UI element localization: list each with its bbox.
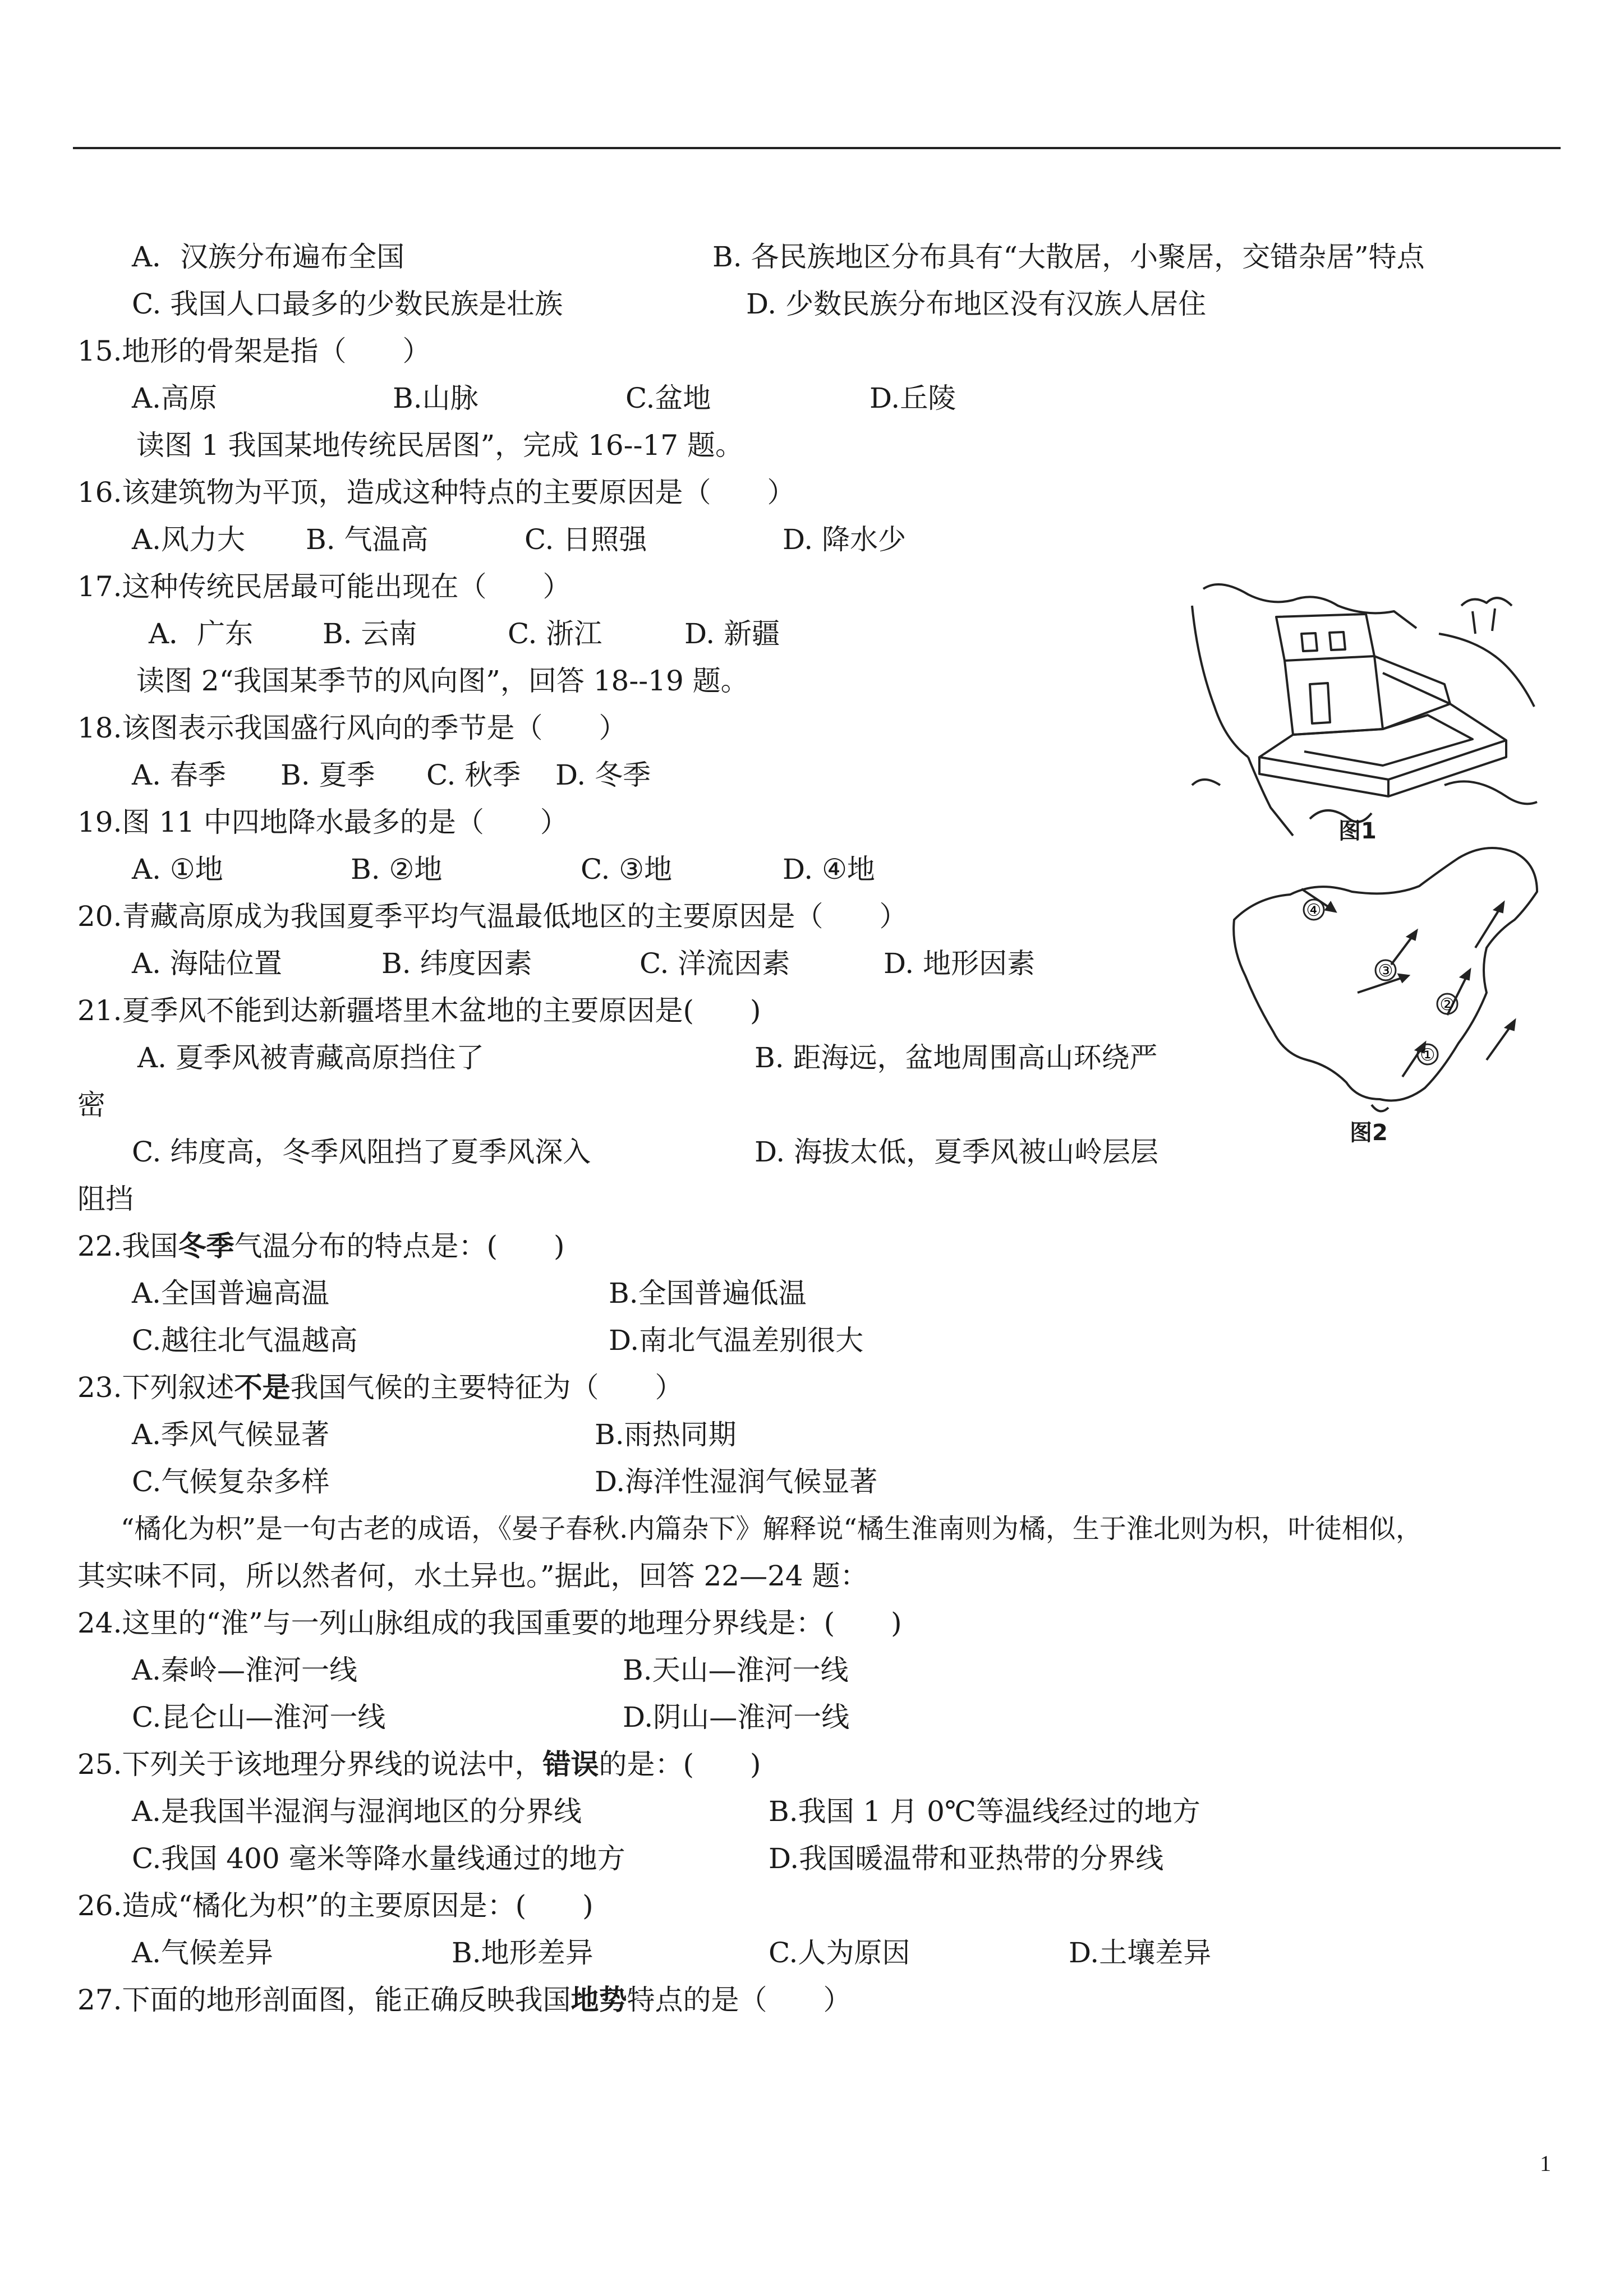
q18-option-d: D. 冬季 <box>555 759 651 791</box>
page-number: 1 <box>1540 2151 1551 2176</box>
q18-option-b: B. 夏季 <box>280 759 375 791</box>
question-22-prefix: 22.我国 <box>77 1230 178 1262</box>
q25-option-c: C.我国 400 毫米等降水量线通过的地方 <box>132 1842 625 1875</box>
q24-option-a: A.秦岭—淮河一线 <box>132 1654 358 1686</box>
q20-option-b: B. 纬度因素 <box>381 947 532 980</box>
question-17: 17.这种传统民居最可能出现在（ ） <box>77 570 571 603</box>
q16-option-d: D. 降水少 <box>783 523 907 556</box>
q25-option-a: A.是我国半湿润与湿润地区的分界线 <box>132 1795 582 1828</box>
question-25-suffix: 的是：( ) <box>599 1748 761 1781</box>
q20-option-d: D. 地形因素 <box>884 947 1036 980</box>
question-23 <box>77 1371 683 1404</box>
q19-option-b: B. ②地 <box>351 853 443 886</box>
q23-option-d: D.海洋性湿润气候显著 <box>595 1465 878 1498</box>
question-20: 20.青藏高原成为我国夏季平均气温最低地区的主要原因是（ ） <box>77 900 908 933</box>
q21-option-b-wrap: 密 <box>77 1089 105 1121</box>
q24-option-d: D.阴山—淮河一线 <box>623 1701 850 1733</box>
q20-option-a: A. 海陆位置 <box>132 947 282 980</box>
question-27 <box>77 1983 852 2017</box>
q15-option-c: C.盆地 <box>625 382 711 414</box>
q15-option-b: B.山脉 <box>393 382 479 414</box>
reading-prompt-fig2: 读图 2“我国某季节的风向图”，回答 18--19 题。 <box>136 665 749 697</box>
question-23-suffix: 我国气候的主要特征为（ ） <box>290 1371 683 1404</box>
question-27-emphasis: 地势 <box>571 1983 627 2016</box>
fig2-mark-2: ② <box>1439 995 1455 1015</box>
figure-1-dwelling-sketch <box>1181 572 1540 852</box>
q16-option-b: B. 气温高 <box>306 523 429 556</box>
q14-option-b: B. 各民族地区分布具有“大散居，小聚居，交错杂居”特点 <box>712 241 1425 273</box>
question-27-suffix: 特点的是（ ） <box>627 1984 852 2016</box>
q19-option-c: C. ③地 <box>581 853 673 886</box>
question-25-emphasis: 错误 <box>542 1748 599 1781</box>
q16-option-c: C. 日照强 <box>525 523 647 556</box>
figure-1-caption: 图1 <box>1338 818 1377 844</box>
passage-line-1: “橘化为枳”是一句古老的成语，《晏子春秋.内篇杂下》解释说“橘生淮南则为橘，生于淮北则为枳，叶徒相似， <box>121 1513 1423 1545</box>
q26-option-d: D.土壤差异 <box>1069 1937 1212 1969</box>
question-27-prefix: 27.下面的地形剖面图，能正确反映我国 <box>77 1984 571 2016</box>
question-24: 24.这里的“淮”与一列山脉组成的我国重要的地理分界线是：( ) <box>77 1607 902 1639</box>
figure-2-wind-map <box>1223 836 1548 1138</box>
figure-2-caption: 图2 <box>1350 1120 1388 1146</box>
q19-option-a: A. ①地 <box>132 853 223 886</box>
q22-option-a: A.全国普遍高温 <box>132 1277 330 1310</box>
question-21: 21.夏季风不能到达新疆塔里木盆地的主要原因是( ) <box>77 994 761 1027</box>
q15-option-d: D.丘陵 <box>869 382 956 414</box>
question-22-emphasis: 冬季 <box>178 1229 234 1262</box>
header-rule <box>73 147 1561 149</box>
q24-option-b: B.天山—淮河一线 <box>623 1654 849 1686</box>
q17-option-a: A．广东 <box>149 617 254 650</box>
q17-option-c: C. 浙江 <box>508 617 602 650</box>
q22-option-d: D.南北气温差别很大 <box>609 1324 864 1357</box>
question-25 <box>77 1748 761 1781</box>
q22-option-b: B.全国普遍低温 <box>609 1277 807 1310</box>
q23-option-c: C.气候复杂多样 <box>132 1465 330 1498</box>
question-23-prefix: 23.下列叙述 <box>77 1371 234 1404</box>
q26-option-b: B.地形差异 <box>452 1937 594 1969</box>
question-23-emphasis: 不是 <box>234 1371 291 1404</box>
question-16: 16.该建筑物为平顶，造成这种特点的主要原因是（ ） <box>77 476 795 509</box>
q22-option-c: C.越往北气温越高 <box>132 1324 358 1357</box>
q21-option-d-wrap: 阻挡 <box>77 1183 134 1215</box>
q14-option-d: D. 少数民族分布地区没有汉族人居住 <box>746 288 1207 320</box>
question-22 <box>77 1229 565 1263</box>
q21-option-d: D. 海拔太低，夏季风被山岭层层 <box>755 1136 1159 1168</box>
question-18: 18.该图表示我国盛行风向的季节是（ ） <box>77 712 627 744</box>
q25-option-d: D.我国暖温带和亚热带的分界线 <box>769 1842 1164 1875</box>
q14-option-c: C. 我国人口最多的少数民族是壮族 <box>132 288 563 320</box>
q21-option-c: C. 纬度高，冬季风阻挡了夏季风深入 <box>132 1136 591 1168</box>
question-15: 15.地形的骨架是指（ ） <box>77 335 431 367</box>
q25-option-b: B.我国 1 月 0℃等温线经过的地方 <box>769 1795 1200 1828</box>
q24-option-c: C.昆仑山—淮河一线 <box>132 1701 386 1733</box>
passage-line-2: 其实味不同，所以然者何，水土异也。”据此，回答 22—24 题： <box>77 1560 868 1592</box>
q23-option-a: A.季风气候显著 <box>132 1418 330 1451</box>
fig2-mark-4: ④ <box>1306 901 1322 920</box>
q17-option-d: D. 新疆 <box>684 617 780 650</box>
q23-option-b: B.雨热同期 <box>595 1418 737 1451</box>
question-19: 19.图 11 中四地降水最多的是（ ） <box>77 806 568 838</box>
q16-option-a: A.风力大 <box>132 523 246 556</box>
q17-option-b: B. 云南 <box>323 617 417 650</box>
question-22-suffix: 气温分布的特点是：( ) <box>234 1230 565 1262</box>
q14-option-a: A．汉族分布遍布全国 <box>132 241 405 273</box>
question-26: 26.造成“橘化为枳”的主要原因是：( ) <box>77 1889 594 1922</box>
q18-option-a: A. 春季 <box>132 759 226 791</box>
q21-option-b: B. 距海远，盆地周围高山环绕严 <box>755 1041 1158 1074</box>
q18-option-c: C. 秋季 <box>426 759 521 791</box>
q20-option-c: C. 洋流因素 <box>640 947 790 980</box>
q19-option-d: D. ④地 <box>783 853 875 886</box>
q26-option-c: C.人为原因 <box>769 1937 910 1969</box>
q21-option-a: A. 夏季风被青藏高原挡住了 <box>137 1041 484 1074</box>
q15-option-a: A.高原 <box>132 382 218 414</box>
reading-prompt-fig1: 读图 1 我国某地传统民居图”，完成 16--17 题。 <box>136 429 743 462</box>
fig2-mark-1: ① <box>1420 1045 1436 1065</box>
q26-option-a: A.气候差异 <box>132 1937 274 1969</box>
question-25-prefix: 25.下列关于该地理分界线的说法中， <box>77 1748 543 1781</box>
fig2-mark-3: ③ <box>1378 961 1393 981</box>
